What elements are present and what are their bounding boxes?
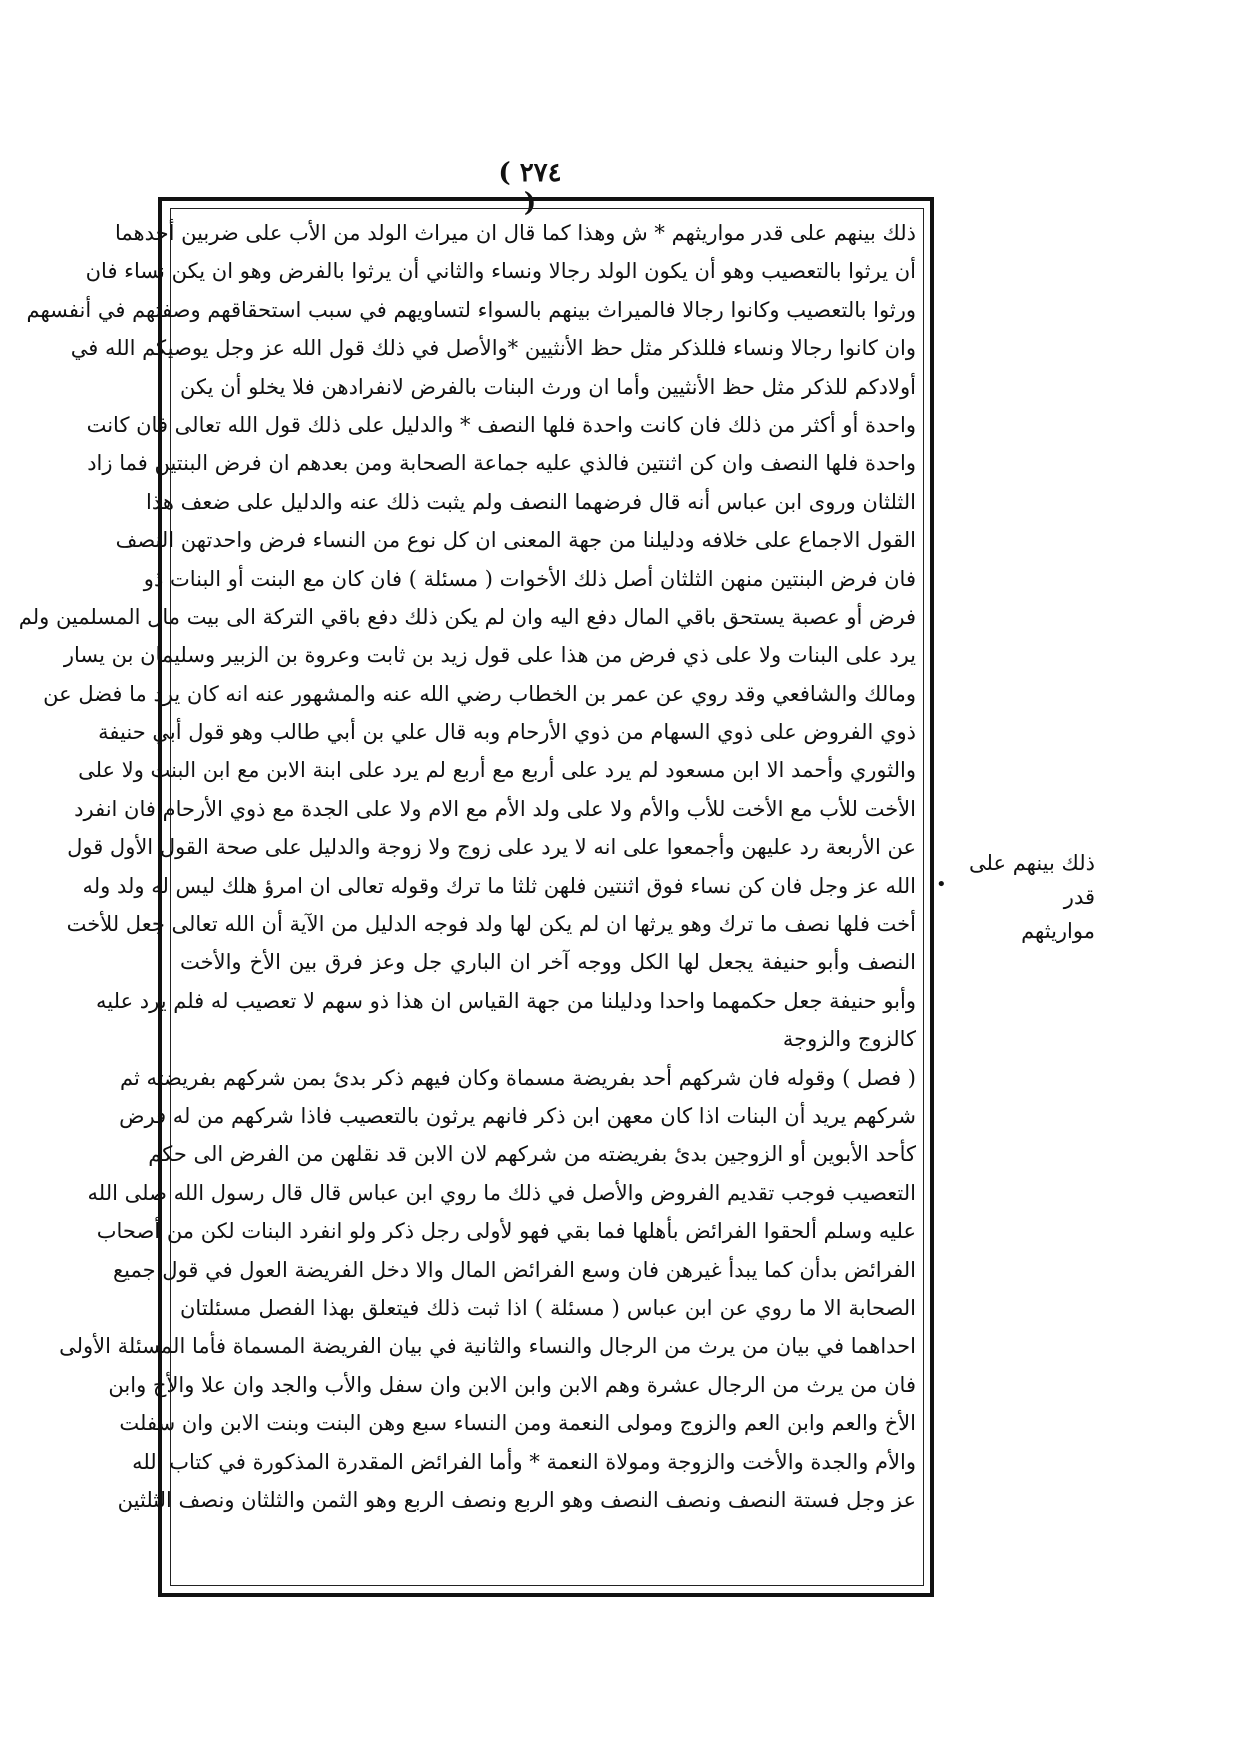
text-line: واحدة أو أكثر من ذلك فان كانت واحدة فلها النصف * والدليل على ذلك قول الله تعالى فان كانت (86, 412, 916, 437)
text-line: أولادكم للذكر مثل حظ الأنثيين وأما ان ورث البنات بالفرض لانفرادهن فلا يخلو أن يكن (180, 374, 916, 399)
text-line: أن يرثوا بالتعصيب وهو أن يكون الولد رجالا ونساء والثاني أن يرثوا بالفرض وهو ان يكن نساء فان (85, 259, 916, 284)
text-line: القول الاجماع على خلافه ودليلنا من جهة المعنى ان كل نوع من النساء فرض واحدتهن النصف (115, 528, 916, 553)
text-line: أخت فلها نصف ما ترك وهو يرثها ان لم يكن لها ولد فوجه الدليل من الآية أن الله تعالى جعل للأخت (66, 912, 916, 937)
text-line: واحدة فلها النصف وان كن اثنتين فالذي عليه جماعة الصحابة ومن بعدهم ان فرض البنتين فما زاد (87, 451, 916, 476)
text-line: النصف وأبو حنيفة يجعل لها الكل ووجه آخر ان الباري جل وعز فرق بين الأخ والأخت (180, 950, 916, 975)
text-line: عز وجل فستة النصف ونصف النصف وهو الربع ونصف الربع وهو الثمن والثلثان ونصف الثلثين (117, 1487, 916, 1512)
margin-mark: • (936, 874, 947, 895)
text-line: والأم والجدة والأخت والزوجة ومولاة النعمة * وأما الفرائض المقدرة المذكورة في كتاب الله (132, 1449, 916, 1474)
text-line: عن الأربعة رد عليهن وأجمعوا على انه لا يرد على زوج ولا زوجة والدليل على صحة القول الأول قول (67, 835, 916, 860)
text-line: فان من يرث من الرجال عشرة وهم الابن وابن الابن وان سفل والأب والجد وان علا والأخ وابن (108, 1372, 916, 1397)
margin-note (945, 846, 1095, 948)
text-line: يرد على البنات ولا على ذي فرض من هذا على قول زيد بن ثابت وعروة بن الزبير وسليمان بن يسار (63, 643, 916, 668)
text-line: ذوي الفروض على ذوي السهام من ذوي الأرحام وبه قال علي بن أبي طالب وهو قول أبي حنيفة (98, 720, 916, 745)
text-line: الفرائض بدأن كما يبدأ غيرهن فان وسع الفرائض المال والا دخل الفريضة العول في قول جميع (112, 1257, 916, 1282)
margin-note-line: مواريثهم (1021, 919, 1095, 943)
text-line: والثوري وأحمد الا ابن مسعود لم يرد على أربع مع أربع لم يرد على ابنة الابن مع ابن البنت ولا على (78, 758, 916, 783)
text-line: الأخت للأب مع الأخت للأب والأم ولا على ولد الأم مع الام ولا على الجدة مع ذوي الأرحام فان انفرد (74, 796, 916, 821)
text-line: الصحابة الا ما روي عن ابن عباس ( مسئلة ) اذا ثبت ذلك فيتعلق بهذا الفصل مسئلتان (180, 1295, 916, 1320)
text-line: التعصيب فوجب تقديم الفروض والأصل في ذلك ما روي ابن عباس قال قال رسول الله صلى الله (87, 1180, 916, 1205)
text-line: وأبو حنيفة جعل حكمهما واحدا ودليلنا من جهة القياس ان هذا ذو سهم لا تعصيب له فلم يرد عليه (96, 988, 916, 1013)
text-line: فرض أو عصبة يستحق باقي المال دفع اليه وان لم يكن ذلك دفع باقي التركة الى بيت مال المسلمين ولم (18, 604, 916, 629)
text-line: ومالك والشافعي وقد روي عن عمر بن الخطاب رضي الله عنه والمشهور عنه انه كان يرد ما فضل عن (43, 681, 916, 706)
text-line: ورثوا بالتعصيب وكانوا رجالا فالميراث بينهم بالسواء لتساويهم في سبب استحقاقهم وصفتهم في أنفسهم (26, 297, 916, 322)
text-line: الله عز وجل فان كن نساء فوق اثنتين فلهن ثلثا ما ترك وقوله تعالى ان امرؤ هلك ليس له ولد وله (82, 873, 916, 898)
text-line: كالزوج والزوجة (782, 1027, 916, 1052)
text-line: ذلك بينهم على قدر مواريثهم * ش وهذا كما قال ان ميراث الولد من الأب على ضربين أحدهما (114, 221, 916, 245)
page-number: ( ٢٧٤ ) (498, 158, 562, 218)
margin-note-line: ذلك بينهم على قدر (969, 851, 1095, 909)
text-line: احداهما في بيان من يرث من الرجال والنساء والثانية في بيان الفريضة المسماة فأما المسئلة الأولى (59, 1334, 916, 1359)
text-line: فان فرض البنتين منهن الثلثان أصل ذلك الأخوات ( مسئلة ) فان كان مع البنت أو البنات ذو (143, 566, 916, 591)
text-line: الأخ والعم وابن العم والزوج ومولى النعمة ومن النساء سبع وهن البنت وبنت الابن وان سفلت (119, 1411, 916, 1436)
text-line: عليه وسلم ألحقوا الفرائض بأهلها فما بقي فهو لأولى رجل ذكر ولو انفرد البنات لكن من أصحاب (96, 1219, 916, 1244)
text-line: ( فصل ) وقوله فان شركهم أحد بفريضة مسماة وكان فيهم ذكر بدئ بمن شركهم بفريضته ثم (119, 1065, 916, 1090)
text-line: الثلثان وروى ابن عباس أنه قال فرضهما النصف ولم يثبت ذلك عنه والدليل على ضعف هذا (146, 489, 916, 514)
text-line: وان كانوا رجالا ونساء فللذكر مثل حظ الأنثيين *والأصل في ذلك قول الله عز وجل يوصيكم الله في (70, 336, 916, 361)
text-line: شركهم يريد أن البنات اذا كان معهن ابن ذكر فانهم يرثون بالتعصيب فاذا شركهم من له فرض (119, 1103, 916, 1128)
main-text-block (18, 214, 916, 1584)
text-line: كأحد الأبوين أو الزوجين بدئ بفريضته من شركهم لان الابن قد نقلهن من الفرض الى حكم (148, 1142, 916, 1167)
